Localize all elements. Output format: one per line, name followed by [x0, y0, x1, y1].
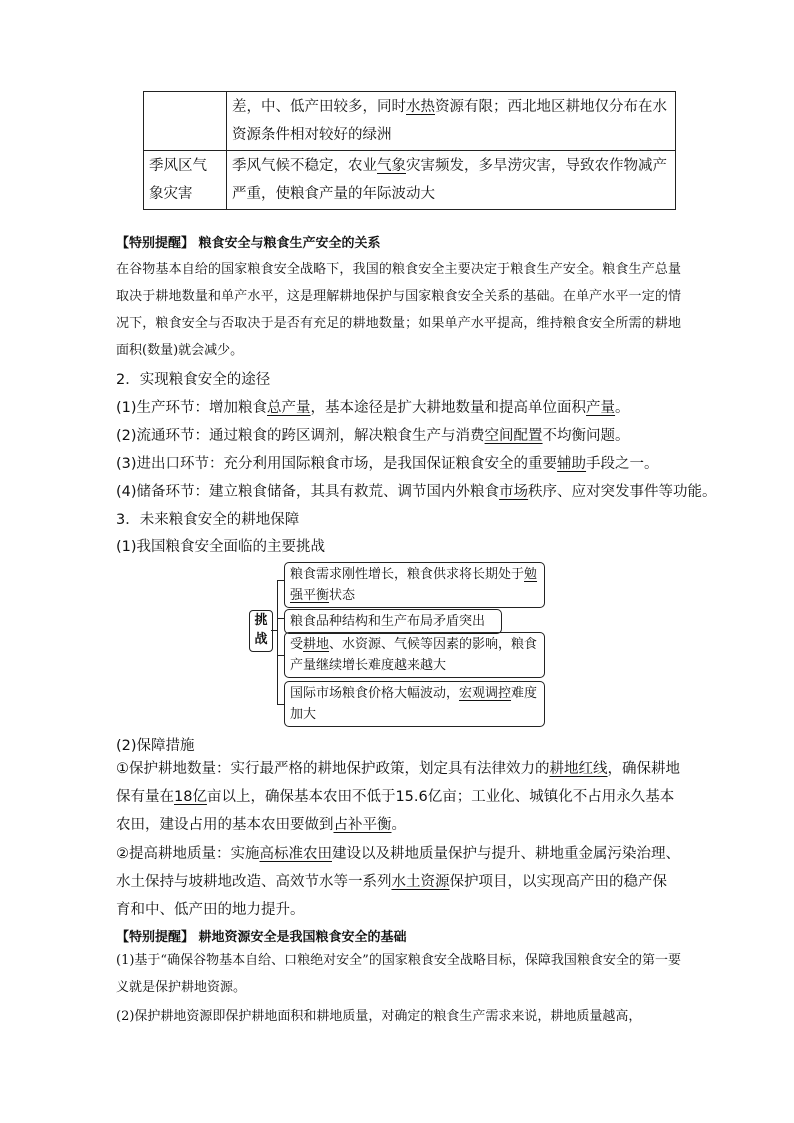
text-run: ，基本途径是扩大耕地数量和提高单位面积: [310, 400, 587, 416]
subsection-title: (2)保障措施: [116, 738, 195, 754]
text-run: 国际市场粮食价格大幅波动，: [290, 686, 460, 701]
text-run: (1)生产环节：增加粮食: [116, 400, 268, 416]
section-title: 3．未来粮食安全的耕地保障: [116, 512, 300, 528]
diagram-hub: 挑战: [249, 610, 273, 652]
text-run: 受: [290, 637, 304, 652]
text-run: 资源有限；西北地区耕地仅分布在水资源条件相对较好的绿洲: [232, 99, 667, 143]
table-row: [144, 151, 676, 210]
text-run: 亩以上，确保基本农田不低于15.6亿亩；工业化、城镇化不占用永久基本农田，建设占用的基本农田要做到: [116, 789, 675, 833]
text-run: 差，中、低产田较多，同时: [232, 99, 406, 115]
connector-line: [277, 655, 284, 656]
text-run: 保护项目，以实现高产田的稳产保育和中、低产田的地力提升。: [116, 874, 667, 918]
bracket-line: [277, 580, 278, 704]
underlined-term: 市场: [499, 484, 529, 500]
text-run: (4)储备环节：建立粮食储备，其具有救荒、调节国内外粮食: [116, 484, 500, 500]
list-item: [116, 480, 717, 501]
text-run: ，确保耕地保有量在: [116, 761, 680, 805]
underlined-term: 耕地红线: [549, 761, 608, 777]
text-run: 灾害频发，多旱涝灾害，导致农作物减产严重，使粮食产量的年际波动大: [232, 158, 667, 202]
measure-paragraph: [116, 840, 681, 924]
underlined-term: 总产量: [267, 400, 311, 416]
note-paragraph: (1)基于“确保谷物基本自给、口粮绝对安全”的国家粮食安全战略目标，保障我国粮食安全的第一要义就是保护耕地资源。: [116, 953, 681, 995]
text-run: (2)流通环节：通过粮食的跨区调剂，解决粮食生产与消费: [116, 428, 485, 444]
underlined-term: 占补平衡: [333, 817, 392, 833]
underlined-term: 气象: [377, 158, 406, 174]
table-cell-text: [227, 92, 676, 151]
text-run: 。: [391, 817, 406, 833]
text-run: 、水资源、气候等因素的影响，粮食产量继续增长难度越来越大: [290, 637, 538, 673]
diagram-box: 粮食品种结构和生产布局矛盾突出: [284, 609, 502, 634]
list-item: [116, 452, 659, 473]
text-run: (3)进出口环节：充分利用国际粮食市场，是我国保证粮食安全的重要: [116, 456, 558, 472]
table-row: [144, 92, 676, 151]
underlined-term: 18亿: [174, 789, 207, 805]
info-table: [143, 91, 676, 210]
text-run: 建设以及耕地质量保护与提升、耕地重金属污染治理、水土保持与坡耕地改造、高效节水等一系列: [116, 846, 680, 890]
text-run: 。: [615, 400, 630, 416]
connector-line: [277, 704, 284, 705]
table-cell-label: [144, 92, 227, 151]
text-run: 难度加大: [290, 686, 538, 722]
underlined-term: 勉强平衡: [290, 567, 538, 603]
underlined-term: 高标准农田: [259, 846, 332, 862]
diagram-box: [284, 632, 545, 678]
underlined-term: 水热: [406, 99, 435, 115]
section-title: 2．实现粮食安全的途径: [116, 372, 271, 388]
text-run: 秩序、应对突发事件等功能。: [528, 484, 717, 500]
diagram-box: [284, 681, 545, 727]
subsection-title: (1)我国粮食安全面临的主要挑战: [116, 539, 326, 555]
text-run: 季风气候不稳定，农业: [232, 158, 377, 174]
connector-line: [277, 618, 284, 619]
table-cell-label: 季风区气象灾害: [144, 151, 227, 210]
underlined-term: 辅助: [557, 456, 587, 472]
underlined-term: 水土资源: [391, 874, 450, 890]
underlined-term: 宏观调控: [459, 686, 512, 701]
note-heading: 【特别提醒】 粮食安全与粮食生产安全的关系: [116, 236, 381, 251]
text-run: 不均衡问题。: [542, 428, 630, 444]
text-run: ①保护耕地数量：实行最严格的耕地保护政策，划定具有法律效力的: [116, 761, 550, 777]
note-heading: 【特别提醒】 耕地资源安全是我国粮食安全的基础: [116, 930, 407, 945]
text-run: 手段之一。: [586, 456, 659, 472]
underlined-term: 空间配置: [484, 428, 543, 444]
measure-paragraph: [116, 755, 681, 839]
table-cell-text: [227, 151, 676, 210]
connector-line: [277, 580, 284, 581]
text-run: ②提高耕地质量：实施: [116, 846, 260, 862]
underlined-term: 产量: [586, 400, 616, 416]
list-item: [116, 424, 630, 445]
diagram-box: [284, 562, 545, 608]
text-run: 粮食需求刚性增长，粮食供求将长期处于: [290, 567, 525, 582]
text-run: 状态: [329, 588, 356, 603]
underlined-term: 耕地: [303, 637, 330, 652]
note-paragraph: (2)保护耕地资源即保护耕地面积和耕地质量，对确定的粮食生产需求来说，耕地质量越高，: [116, 1009, 642, 1024]
list-item: [116, 396, 630, 417]
note-paragraph: 在谷物基本自给的国家粮食安全战略下，我国的粮食安全主要决定于粮食生产安全。粮食生产总量取决于耕地数量和单产水平，这是理解耕地保护与国家粮食安全关系的基础。在单产水平一定的情况下，粮食安全与否取决于是否有充足的耕地数量；如果单产水平提高，维持粮食安全所需的耕地面积(数量)就会减少。: [116, 262, 681, 358]
